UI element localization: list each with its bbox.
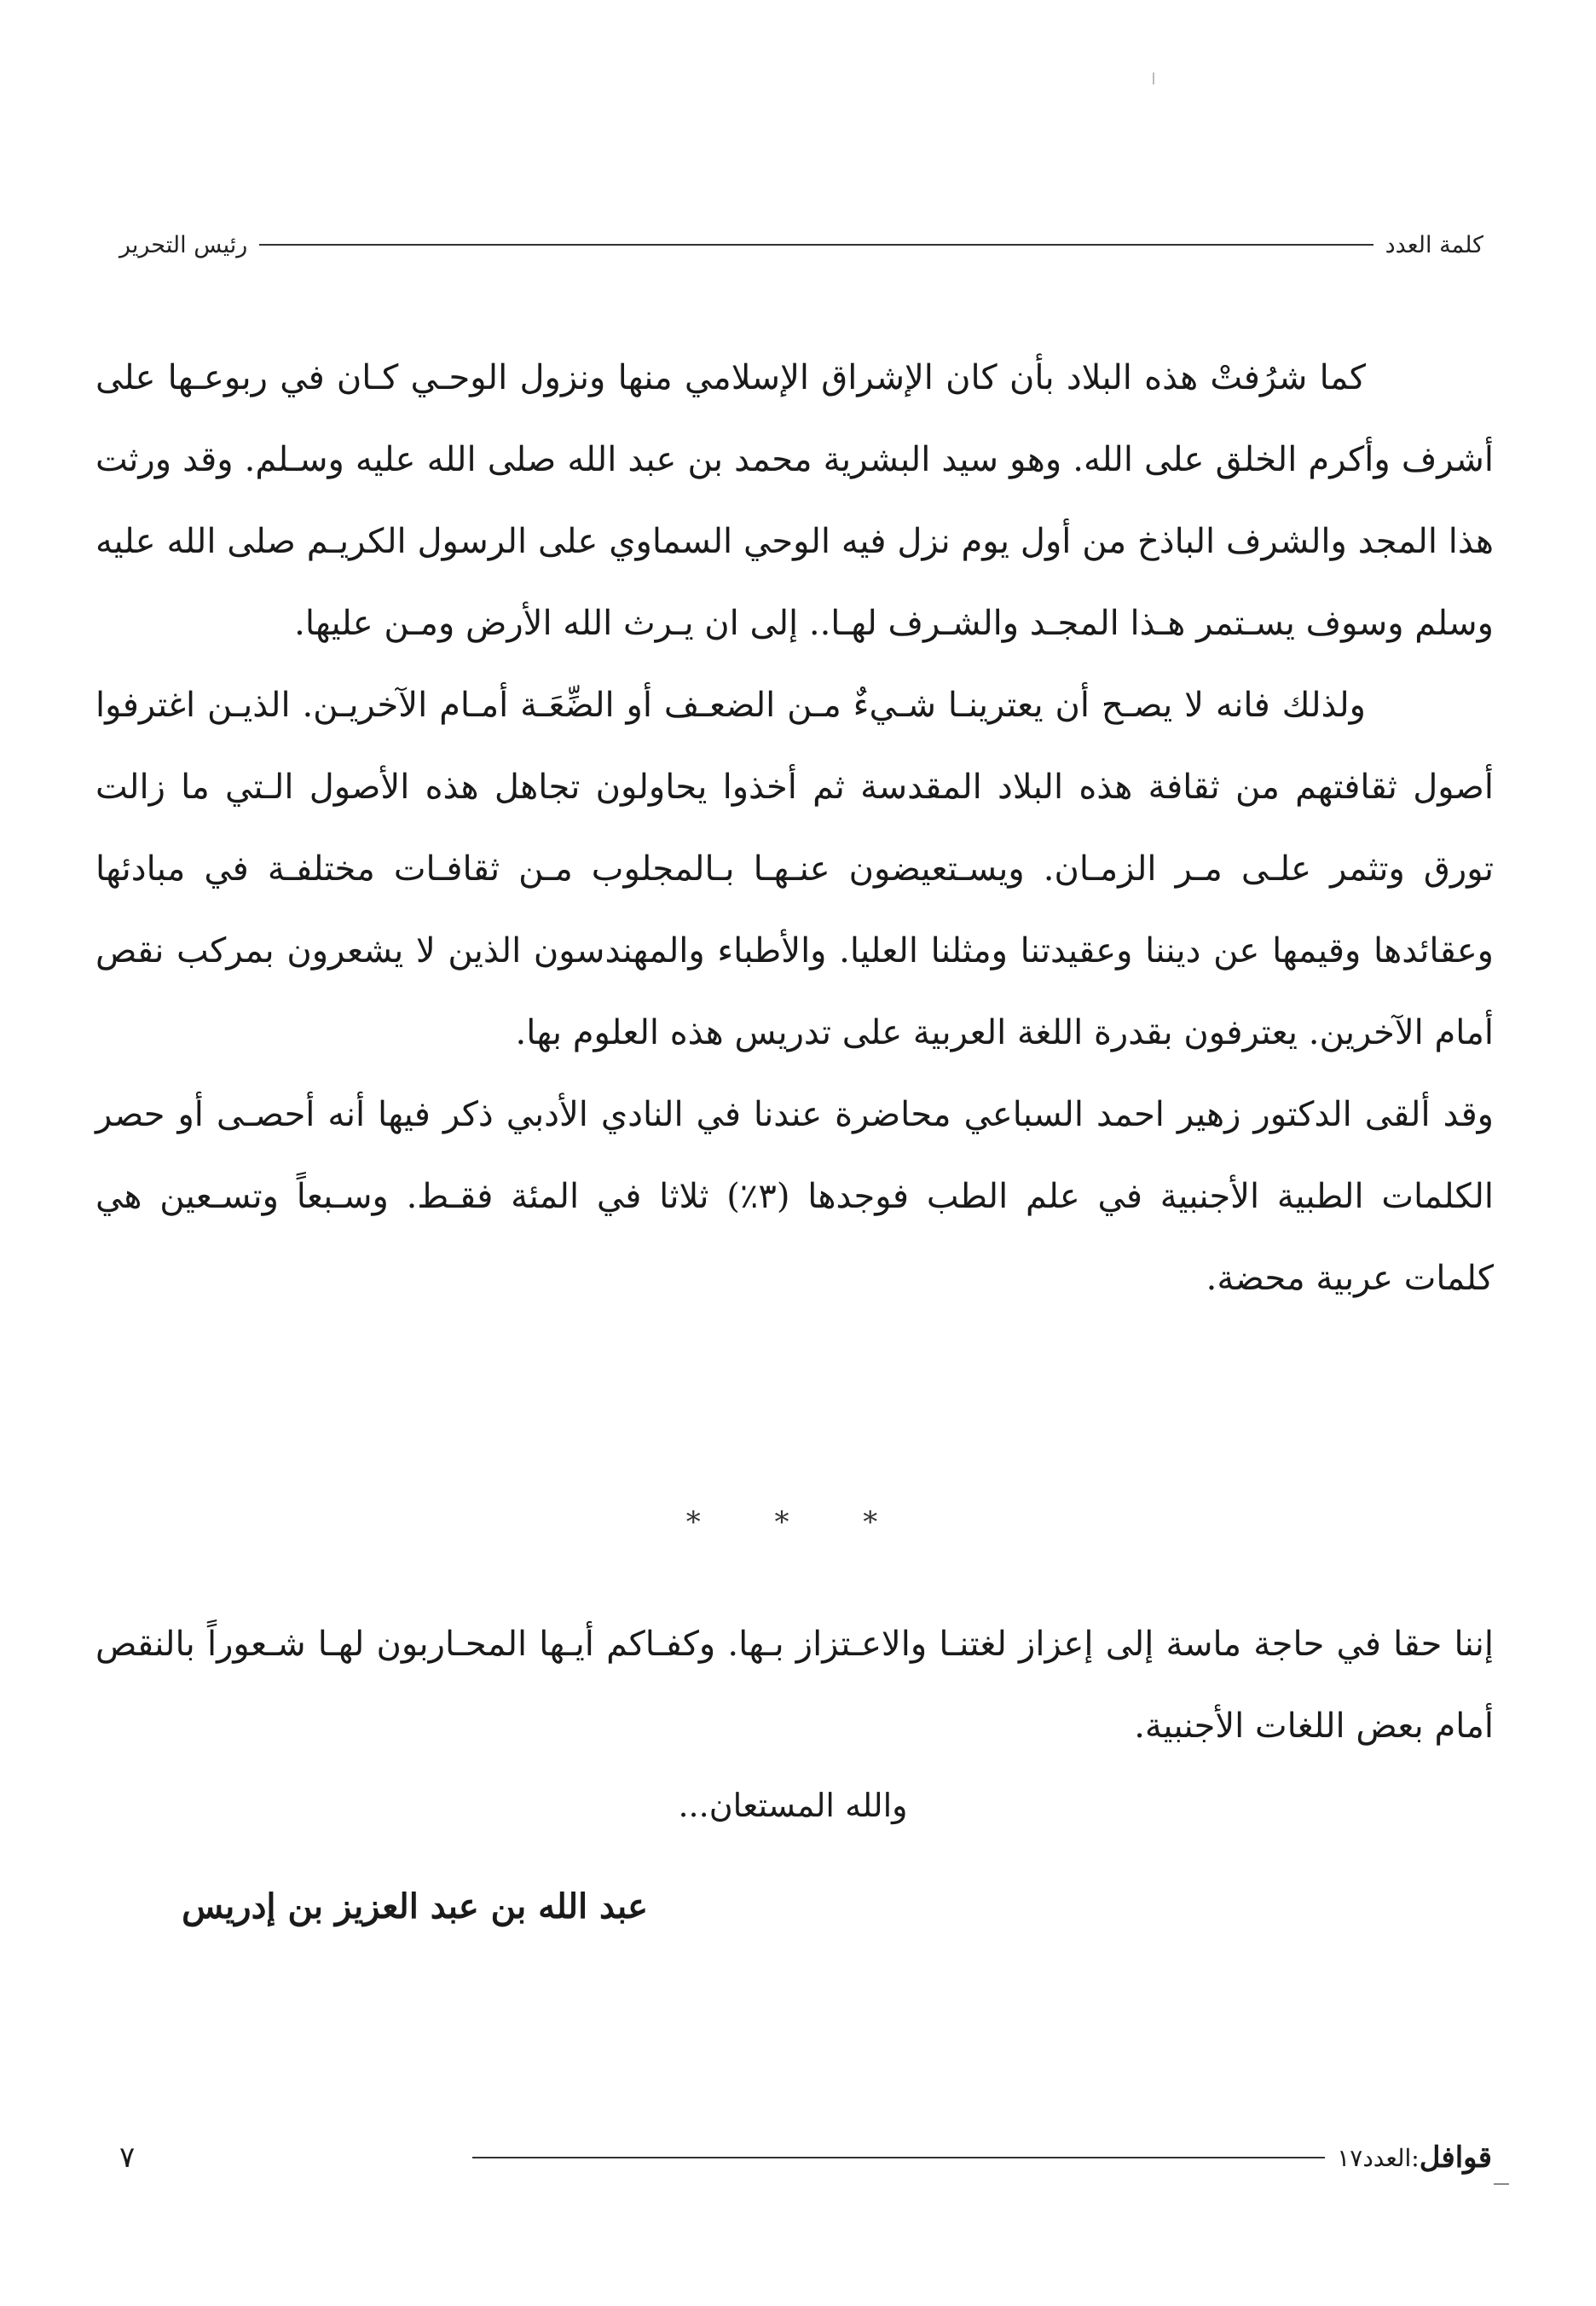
page-number: ٧ xyxy=(119,2141,136,2175)
article-body xyxy=(95,337,1494,1319)
paragraph-4: إننا حقا في حاجة ماسة إلى إعزاز لغتنـا والاعـتزاز بـها. وكفـاكم أيـها المحـاربون لهـا شـعوراً بالنقص أمام بعض اللغات الأجنبية. xyxy=(95,1625,1494,1746)
section-separator: * * * xyxy=(685,1505,911,1539)
author-role-label: رئيس التحرير xyxy=(119,231,248,258)
section-label: كلمة العدد xyxy=(1385,231,1483,258)
issue-number: :العدد١٧ xyxy=(1337,2143,1420,2172)
paragraph-1: كما شرُفتْ هذه البلاد بأن كان الإشراق الإسلامي منها ونزول الوحـي كـان في ربوعـها على أشرف وأكرم الخلق على الله. وهو سيد البشرية محمد بن عبد الله صلى الله عليه وسـلم. وقد ورثت هذا المجد والشرف الباذخ من أول يوم نزل فيه الوحي السماوي على الرسول الكريـم صلى الله عليه وسلم وسوف يسـتمر هـذا المجـد والشـرف لهـا.. إلى ان يـرث الله الأرض ومـن عليها. xyxy=(95,358,1494,643)
running-header xyxy=(119,223,1483,266)
article-conclusion xyxy=(95,1603,1494,1767)
paragraph-2: ولذلك فانه لا يصـح أن يعترينـا شـيءٌ مـن الضعـف أو الضِّعَـة أمـام الآخريـن. الذيـن اغترفوا أصول ثقافتهم من ثقافة هذه البلاد المقدسة ثم أخذوا يحاولون تجاهل هذه الأصول الـتي ما زالت تورق وتثمر علـى مـر الزمـان. ويسـتعيضون عنـهـا بـالمجلوب مـن ثقافـات مختلفـة في مبادئها وعقائدها وقيمها عن ديننا وعقيدتنا ومثلنا العليا. والأطباء والمهندسون الذين لا يشعرون بمركب نقص أمام الآخرين. يعترفون بقدرة اللغة العربية على تدريس هذه العلوم بها. xyxy=(95,686,1495,1052)
paragraph-3: وقد ألقى الدكتور زهير احمد السباعي محاضرة عندنا في النادي الأدبي ذكر فيها أنه أحصـى أو حصر الكلمات الطبية الأجنبية في علم الطب فوجدها (٣٪) ثلاثا في المئة فقـط. وسـبعاً وتسـعين هي كلمات عربية محضة. xyxy=(95,1095,1495,1298)
footer-mark xyxy=(1494,2183,1509,2185)
author-signature: عبد الله بن عبد العزيز بن إدريس xyxy=(182,1886,648,1926)
page-footer xyxy=(119,2132,1492,2183)
journal-name: قوافل xyxy=(1419,2141,1492,2175)
closing-phrase: والله المستعان... xyxy=(678,1787,908,1824)
scan-speck xyxy=(1153,72,1154,84)
footer-rule xyxy=(472,2157,1325,2158)
header-rule xyxy=(259,244,1373,246)
